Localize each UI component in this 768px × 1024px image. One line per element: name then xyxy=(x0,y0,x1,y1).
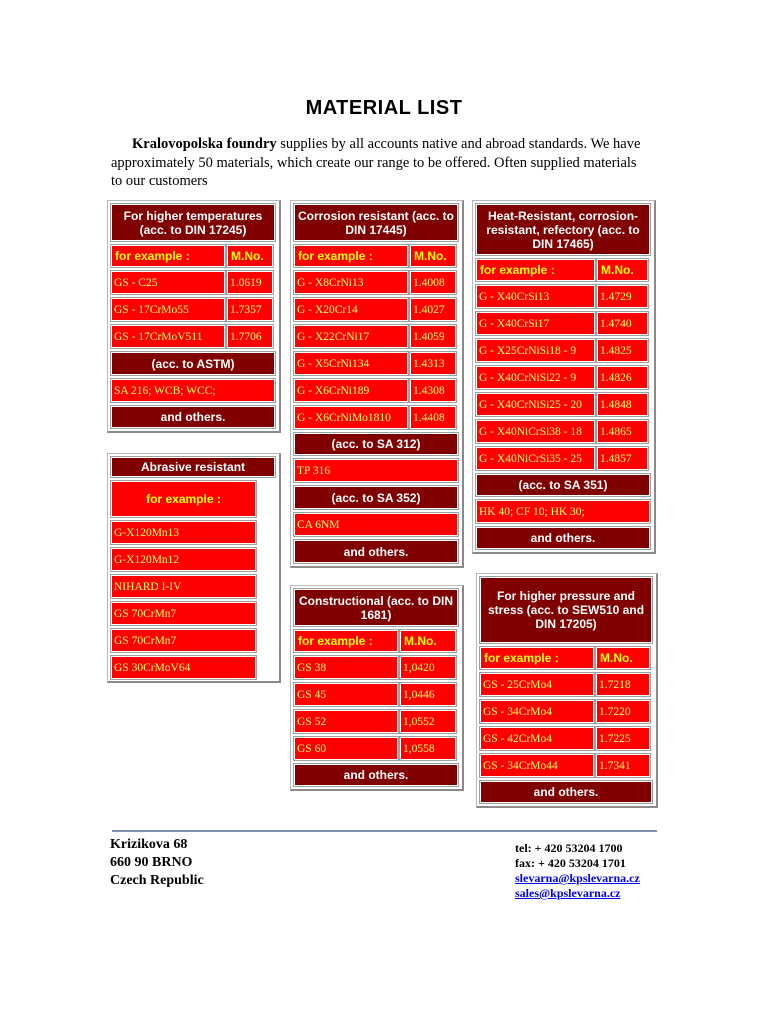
example-label: for example : xyxy=(294,245,408,267)
material-name: GS 38 xyxy=(294,656,398,679)
postal-address xyxy=(110,836,204,890)
material-name: G - X40CrNiSi25 - 20 xyxy=(476,393,595,416)
sa352-materials: CA 6NM xyxy=(294,513,458,536)
material-name: G - X25CrNiSi18 - 9 xyxy=(476,339,595,362)
material-name: GS - C25 xyxy=(111,271,225,294)
material-name: NIHARD I-IV xyxy=(111,575,256,598)
material-name: GS - 42CrMo4 xyxy=(480,727,594,750)
material-number: 1,0552 xyxy=(400,710,456,733)
material-name: G - X8CrNi13 xyxy=(294,271,408,294)
material-name: GS - 17CrMoV511 xyxy=(111,325,225,348)
sa351-header: (acc. to SA 351) xyxy=(476,474,650,496)
astm-header: (acc. to ASTM) xyxy=(111,352,275,375)
material-number: 1.4857 xyxy=(597,447,648,470)
sa352-header: (acc. to SA 352) xyxy=(294,486,458,509)
material-name: GS 70CrMn7 xyxy=(111,629,256,652)
material-name: G - X40CrSi13 xyxy=(476,285,595,308)
address-street: Krizikova 68 xyxy=(110,837,188,852)
constructional-header: Constructional (acc. to DIN 1681) xyxy=(294,589,458,626)
example-label: for example : xyxy=(480,647,594,669)
material-name: G - X6CrNiMo1810 xyxy=(294,406,408,429)
abrasive-table xyxy=(107,453,281,683)
higher-pressure-table xyxy=(476,573,658,808)
material-number: 1.4308 xyxy=(410,379,456,402)
material-name: G-X120Mn12 xyxy=(111,548,256,571)
material-name: GS 30CrMoV64 xyxy=(111,656,256,679)
others-label: and others. xyxy=(294,764,458,786)
higher-temp-table xyxy=(107,200,281,433)
material-number: 1.7706 xyxy=(227,325,273,348)
material-name: G - X40NiCrSi35 - 25 xyxy=(476,447,595,470)
others-label: and others. xyxy=(476,527,650,549)
material-number: 1.4729 xyxy=(597,285,648,308)
material-number: 1,0558 xyxy=(400,737,456,760)
material-number: 1.4059 xyxy=(410,325,456,348)
material-name: GS 70CrMn7 xyxy=(111,602,256,625)
material-name: GS - 17CrMo55 xyxy=(111,298,225,321)
material-number: 1.4740 xyxy=(597,312,648,335)
material-number: 1,0420 xyxy=(400,656,456,679)
page-title: MATERIAL LIST xyxy=(305,97,463,119)
material-name: G - X40CrSi17 xyxy=(476,312,595,335)
constructional-table xyxy=(290,585,464,791)
material-number: 1.7225 xyxy=(596,727,650,750)
heat-resistant-header: Heat-Resistant, corrosion-resistant, refectory (acc. to DIN 17465) xyxy=(476,204,650,255)
footer-divider xyxy=(112,830,657,832)
material-name: GS 45 xyxy=(294,683,398,706)
material-name: G - X20Cr14 xyxy=(294,298,408,321)
address-country: Czech Republic xyxy=(110,873,204,888)
material-number: 1.0619 xyxy=(227,271,273,294)
example-label: for example : xyxy=(294,630,398,652)
material-number: 1.4848 xyxy=(597,393,648,416)
company-name: Kralovopolska foundry xyxy=(132,136,277,152)
abrasive-header: Abrasive resistant xyxy=(111,457,275,477)
material-number: 1,0446 xyxy=(400,683,456,706)
material-number: 1.4408 xyxy=(410,406,456,429)
material-number: 1.4825 xyxy=(597,339,648,362)
material-name: G - X5CrNi134 xyxy=(294,352,408,375)
corrosion-header: Corrosion resistant (acc. to DIN 17445) xyxy=(294,204,458,241)
fax-number: fax: + 420 53204 1701 xyxy=(515,856,626,870)
material-name: G - X22CrNi17 xyxy=(294,325,408,348)
sa351-materials: HK 40; CF 10; HK 30; xyxy=(476,500,650,523)
address-city: 660 90 BRNO xyxy=(110,855,193,870)
phone-number: tel: + 420 53204 1700 xyxy=(515,841,623,855)
mno-label: M.No. xyxy=(410,245,456,267)
example-label: for example : xyxy=(111,245,225,267)
higher-temp-header: For higher temperatures (acc. to DIN 17245) xyxy=(111,204,275,241)
contact-info xyxy=(515,841,640,901)
material-number: 1.4313 xyxy=(410,352,456,375)
intro-text: supplies by all accounts native and abroad standards. We have approximately 50 materials, which create our range to be offered. Often supplied materials to our customers xyxy=(111,136,641,189)
material-number: 1.7357 xyxy=(227,298,273,321)
email-link-sales[interactable]: sales@kpslevarna.cz xyxy=(515,886,621,900)
mno-label: M.No. xyxy=(400,630,456,652)
others-label: and others. xyxy=(294,540,458,563)
mno-label: M.No. xyxy=(597,259,648,281)
email-link-foundry[interactable]: slevarna@kpslevarna.cz xyxy=(515,871,640,885)
material-number: 1.7220 xyxy=(596,700,650,723)
material-name: G - X6CrNi189 xyxy=(294,379,408,402)
material-name: G - X40CrNiSi22 - 9 xyxy=(476,366,595,389)
material-number: 1.4008 xyxy=(410,271,456,294)
material-number: 1.7218 xyxy=(596,673,650,696)
material-name: GS - 34CrMo4 xyxy=(480,700,594,723)
material-name: G - X40NiCrSi38 - 18 xyxy=(476,420,595,443)
mno-label: M.No. xyxy=(227,245,273,267)
others-label: and others. xyxy=(480,781,652,803)
material-name: GS 52 xyxy=(294,710,398,733)
example-label: for example : xyxy=(476,259,595,281)
material-number: 1.4865 xyxy=(597,420,648,443)
material-number: 1.4027 xyxy=(410,298,456,321)
material-name: G-X120Mn13 xyxy=(111,521,256,544)
mno-label: M.No. xyxy=(596,647,650,669)
corrosion-table xyxy=(290,200,464,568)
others-label: and others. xyxy=(111,406,275,428)
higher-pressure-header: For higher pressure and stress (acc. to SEW510 and DIN 17205) xyxy=(480,577,652,643)
intro-paragraph xyxy=(111,135,641,191)
heat-resistant-table xyxy=(472,200,656,554)
material-name: GS 60 xyxy=(294,737,398,760)
material-number: 1.7341 xyxy=(596,754,650,777)
material-name: GS - 25CrMo4 xyxy=(480,673,594,696)
material-number: 1.4826 xyxy=(597,366,648,389)
sa312-materials: TP 316 xyxy=(294,459,458,482)
sa312-header: (acc. to SA 312) xyxy=(294,433,458,455)
material-name: GS - 34CrMo44 xyxy=(480,754,594,777)
example-label: for example : xyxy=(111,481,256,517)
astm-materials: SA 216; WCB; WCC; xyxy=(111,379,275,402)
